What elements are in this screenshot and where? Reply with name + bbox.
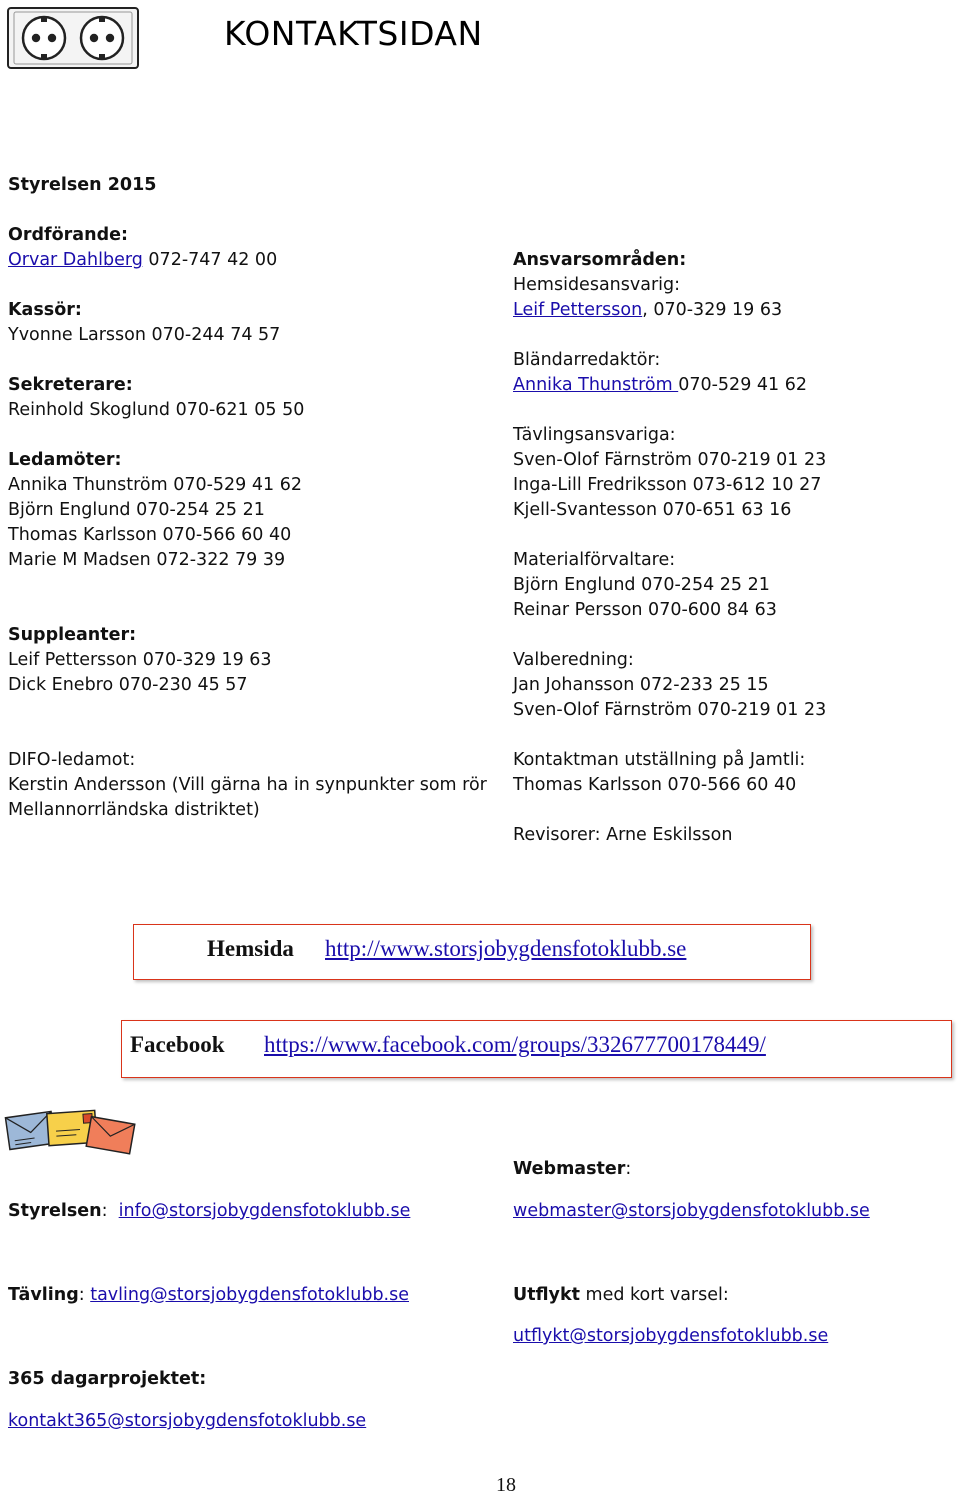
treasurer-line: Yvonne Larsson 070-244 74 57 [8, 325, 281, 345]
editor-name-link[interactable]: Annika Thunström [513, 375, 679, 395]
nomination-line: Sven-Olof Färnström 070-219 01 23 [513, 700, 827, 720]
areas-heading: Ansvarsområden: [513, 250, 687, 270]
facebook-label: Facebook [130, 1032, 225, 1057]
deputy-line: Leif Pettersson 070-329 19 63 [8, 650, 272, 670]
treasurer-label: Kassör: [8, 300, 82, 320]
member-line: Björn Englund 070-254 25 21 [8, 500, 265, 520]
deputy-line: Dick Enebro 070-230 45 57 [8, 675, 248, 695]
auditors-line: Revisorer: Arne Eskilsson [513, 825, 733, 845]
material-line: Björn Englund 070-254 25 21 [513, 575, 770, 595]
competition-line: Inga-Lill Fredriksson 073-612 10 27 [513, 475, 822, 495]
webmaster-email-link[interactable]: webmaster@storsjobygdensfotoklubb.se [513, 1201, 870, 1221]
webmaster-heading [513, 1157, 631, 1182]
secretary-label: Sekreterare: [8, 375, 133, 395]
excursion-label: Utflykt [513, 1285, 580, 1305]
web-name-link[interactable]: Leif Pettersson [513, 300, 643, 320]
members-label: Ledamöter: [8, 450, 122, 470]
chair-name-link[interactable]: Orvar Dahlberg [8, 250, 143, 270]
board-email-label: Styrelsen [8, 1201, 102, 1221]
website-link[interactable]: http://www.storsjobygdensfotoklubb.se [325, 936, 687, 961]
material-line: Reinar Persson 070-600 84 63 [513, 600, 777, 620]
page-title: KONTAKTSIDAN [224, 14, 483, 53]
editor-phone: 070-529 41 62 [678, 375, 807, 395]
competition-email-sep: : [78, 1285, 91, 1305]
deputies-label: Suppleanter: [8, 625, 137, 645]
exhibition-label: Kontaktman utställning på Jamtli: [513, 750, 806, 770]
excursion-email-link[interactable]: utflykt@storsjobygdensfotoklubb.se [513, 1326, 829, 1346]
difo-line: Mellannorrländska distriktet) [8, 800, 260, 820]
board-email-line [8, 1199, 410, 1224]
competition-line: Sven-Olof Färnström 070-219 01 23 [513, 450, 827, 470]
double-socket-icon [6, 6, 140, 74]
board-email-link[interactable]: info@storsjobygdensfotoklubb.se [118, 1201, 411, 1221]
editor-line [513, 373, 807, 398]
competition-email-line [8, 1283, 409, 1308]
chair-phone: 072-747 42 00 [148, 250, 278, 270]
web-phone: , 070-329 19 63 [642, 300, 783, 320]
facebook-box [121, 1020, 952, 1078]
exhibition-line: Thomas Karlsson 070-566 60 40 [513, 775, 797, 795]
member-line: Marie M Madsen 072-322 79 39 [8, 550, 286, 570]
project365-email-link[interactable]: kontakt365@storsjobygdensfotoklubb.se [8, 1411, 367, 1431]
website-box [133, 924, 811, 980]
chair-line [8, 248, 277, 273]
competition-label: Tävlingsansvariga: [513, 425, 676, 445]
secretary-line: Reinhold Skoglund 070-621 05 50 [8, 400, 305, 420]
competition-email-label: Tävling [8, 1285, 79, 1305]
difo-label: DIFO-ledamot: [8, 750, 136, 770]
board-heading: Styrelsen 2015 [8, 175, 157, 195]
member-line: Annika Thunström 070-529 41 62 [8, 475, 302, 495]
website-label: Hemsida [207, 936, 294, 961]
member-line: Thomas Karlsson 070-566 60 40 [8, 525, 292, 545]
page-number: 18 [496, 1474, 516, 1496]
facebook-link[interactable]: https://www.facebook.com/groups/332677700178449/ [264, 1032, 766, 1057]
editor-label: Bländarredaktör: [513, 350, 661, 370]
competition-email-link[interactable]: tavling@storsjobygdensfotoklubb.se [90, 1285, 409, 1305]
web-line [513, 298, 782, 323]
board-email-sep: : [101, 1201, 119, 1221]
webmaster-label: Webmaster [513, 1159, 626, 1179]
envelopes-icon [4, 1104, 136, 1164]
excursion-line [513, 1283, 729, 1308]
web-label: Hemsidesansvarig: [513, 275, 681, 295]
material-label: Materialförvaltare: [513, 550, 676, 570]
webmaster-sep: : [625, 1159, 632, 1179]
nomination-label: Valberedning: [513, 650, 634, 670]
project365-label: 365 dagarprojektet: [8, 1369, 207, 1389]
competition-line: Kjell-Svantesson 070-651 63 16 [513, 500, 792, 520]
excursion-rest: med kort varsel: [579, 1285, 729, 1305]
nomination-line: Jan Johansson 072-233 25 15 [513, 675, 769, 695]
chair-label: Ordförande: [8, 225, 128, 245]
difo-line: Kerstin Andersson (Vill gärna ha in synpunkter som rör [8, 775, 487, 795]
